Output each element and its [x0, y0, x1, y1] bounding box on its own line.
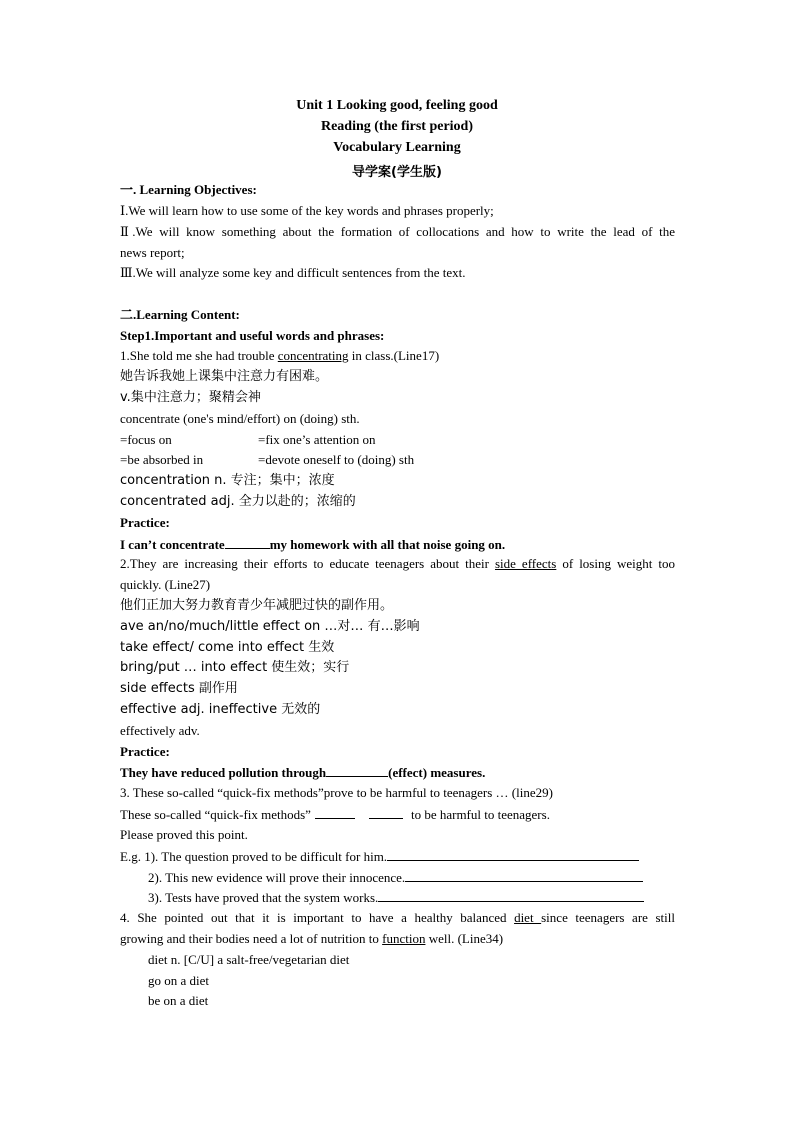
translation-blank: [378, 889, 644, 902]
effect-usage-5: effective adj. ineffective 无效的: [120, 702, 321, 717]
fill-blank: [326, 764, 388, 777]
subtitle-guide: 导学案(学生版): [352, 165, 442, 180]
sentence-4-cont: growing and their bodies need a lot of nutrition to function well. (Line34): [120, 931, 504, 946]
practice-2-label: Practice:: [120, 744, 170, 759]
effect-usage-4: side effects 副作用: [120, 681, 238, 696]
sentence-2: 2.They are increasing their efforts to educate teenagers about their side effects of losing weight too: [120, 556, 675, 571]
objective-2: Ⅱ.We will know something about the formation of collocations and how to write the lead of the: [120, 224, 675, 239]
practice-1: I can’t concentrate my homework with all that noise going on.: [120, 537, 506, 552]
example-1: E.g. 1). The question proved to be difficult for him.: [120, 848, 675, 865]
diet-definition: diet n. [C/U] a salt-free/vegetarian diet: [148, 952, 350, 967]
sentence-4: 4. She pointed out that it is important to have a healthy balanced diet since teenagers are still: [120, 910, 675, 925]
content-heading: 二.Learning Content:: [120, 307, 240, 322]
subtitle-vocabulary: Vocabulary Learning: [333, 140, 461, 155]
practice-2: They have reduced pollution through (effect) measures.: [120, 765, 486, 780]
synonym-row-2: =be absorbed in =devote oneself to (doing) sth: [120, 452, 415, 467]
step1-heading: Step1.Important and useful words and phrases:: [120, 328, 385, 343]
sentence-3-instruction: Please proved this point.: [120, 827, 248, 842]
objectives-heading: 一. Learning Objectives:: [120, 182, 257, 197]
synonym-row-1: =focus on =fix one’s attention on: [120, 432, 376, 447]
diet-phrase-go: go on a diet: [148, 973, 210, 988]
fill-blank: [369, 806, 403, 819]
sentence-1-translation: 她告诉我她上课集中注意力有困难。: [120, 369, 329, 384]
keyword-concentrating: concentrating: [277, 348, 349, 363]
translation-blank: [405, 869, 643, 882]
example-2: 2). This new evidence will prove their innocence.: [148, 869, 703, 886]
sentence-3-rewrite: These so-called “quick-fix methods” to be harmful to teenagers.: [120, 807, 550, 822]
sentence-2-translation: 他们正加大努力教育青少年减肥过快的副作用。: [120, 598, 394, 613]
sentence-2-cont: quickly. (Line27): [120, 577, 211, 592]
fill-blank: [225, 536, 270, 549]
effect-usage-1: ave an/no/much/little effect on …对… 有…影响: [120, 619, 420, 634]
adj-concentrated: concentrated adj. 全力以赴的；浓缩的: [120, 494, 356, 509]
keyword-diet: diet: [514, 910, 542, 925]
keyword-side-effects: side effects: [494, 556, 557, 571]
translation-blank: [387, 848, 639, 861]
noun-concentration: concentration n. 专注；集中；浓度: [120, 473, 335, 488]
keyword-function: function: [382, 931, 426, 946]
diet-phrase-be: be on a diet: [148, 993, 209, 1008]
effect-usage-6: effectively adv.: [120, 723, 200, 738]
page-title: Unit 1 Looking good, feeling good: [296, 98, 498, 113]
objective-1: Ⅰ.We will learn how to use some of the key words and phrases properly;: [120, 203, 494, 218]
usage-concentrate: concentrate (one's mind/effort) on (doing) sth.: [120, 411, 360, 426]
practice-1-label: Practice:: [120, 515, 170, 530]
sentence-3: 3. These so-called “quick-fix methods”prove to be harmful to teenagers … (line29): [120, 785, 553, 800]
fill-blank: [315, 806, 355, 819]
objective-2-cont: news report;: [120, 245, 185, 260]
sentence-1: 1.She told me she had trouble concentrating in class.(Line17): [120, 348, 440, 363]
definition-concentrate: v.集中注意力；聚精会神: [120, 390, 261, 405]
subtitle-reading: Reading (the first period): [320, 119, 474, 134]
effect-usage-2: take effect/ come into effect 生效: [120, 640, 335, 655]
objective-3: Ⅲ.We will analyze some key and difficult sentences from the text.: [120, 265, 466, 280]
example-3: 3). Tests have proved that the system works.: [148, 889, 703, 906]
effect-usage-3: bring/put … into effect 使生效；实行: [120, 660, 350, 675]
